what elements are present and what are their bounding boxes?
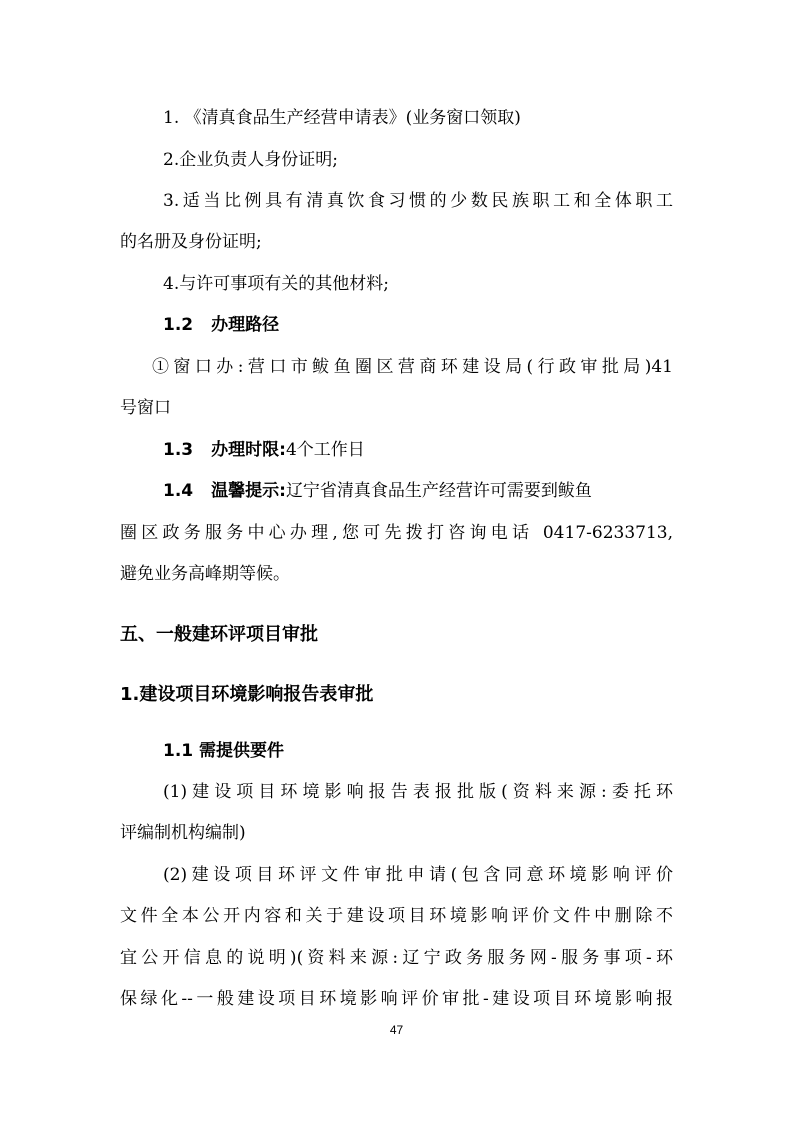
heading-title: 办理时限: <box>211 440 286 460</box>
chapter-heading: 五、一般建环评项目审批 <box>120 624 318 645</box>
paragraph-line: 1. 《清真食品生产经营申请表》(业务窗口领取) <box>163 108 521 128</box>
paragraph-line: 宜公开信息的说明)(资料来源:辽宁政务服务网-服务事项-环 <box>120 948 673 968</box>
heading-number: 1.3 <box>163 440 194 460</box>
heading-number: 1.2 <box>163 315 194 335</box>
section-heading-1-3 <box>163 438 365 462</box>
paragraph-line: 避免业务高峰期等候。 <box>120 564 290 584</box>
paragraph-line: 圈区政务服务中心办理,您可先拨打咨询电话 0417-6233713, <box>120 523 673 543</box>
paragraph-line: 4.与许可事项有关的其他材料; <box>163 274 389 294</box>
paragraph-line: 保绿化--一般建设项目环境影响评价审批-建设项目环境影响报 <box>120 989 673 1009</box>
subsection-heading: 1.建设项目环境影响报告表审批 <box>120 684 374 705</box>
paragraph-line: 的名册及身份证明; <box>120 232 262 252</box>
heading-value: 辽宁省清真食品生产经营许可需要到鲅鱼 <box>285 481 592 501</box>
paragraph-line: ①窗口办:营口市鲅鱼圈区营商环建设局(行政审批局)41 <box>152 357 673 377</box>
paragraph-line: 评编制机构编制) <box>120 823 246 843</box>
paragraph-line: 2.企业负责人身份证明; <box>163 150 338 170</box>
page-number: 47 <box>389 1023 404 1037</box>
section-heading-1-4 <box>163 479 592 503</box>
paragraph-line: 3.适当比例具有清真饮食习惯的少数民族职工和全体职工 <box>163 191 673 211</box>
section-heading-1-1: 1.1 需提供要件 <box>163 741 285 761</box>
paragraph-line: (1)建设项目环境影响报告表报批版(资料来源:委托环 <box>163 782 673 802</box>
heading-title: 温馨提示: <box>211 481 286 501</box>
paragraph-line: 文件全本公开内容和关于建设项目环境影响评价文件中删除不 <box>120 906 673 926</box>
section-heading-1-2 <box>163 313 279 337</box>
paragraph-line: (2)建设项目环评文件审批申请(包含同意环境影响评价 <box>163 865 673 885</box>
heading-number: 1.4 <box>163 481 194 501</box>
heading-title: 办理路径 <box>211 315 280 335</box>
heading-value: 4个工作日 <box>285 440 365 460</box>
paragraph-line: 号窗口 <box>120 398 171 418</box>
